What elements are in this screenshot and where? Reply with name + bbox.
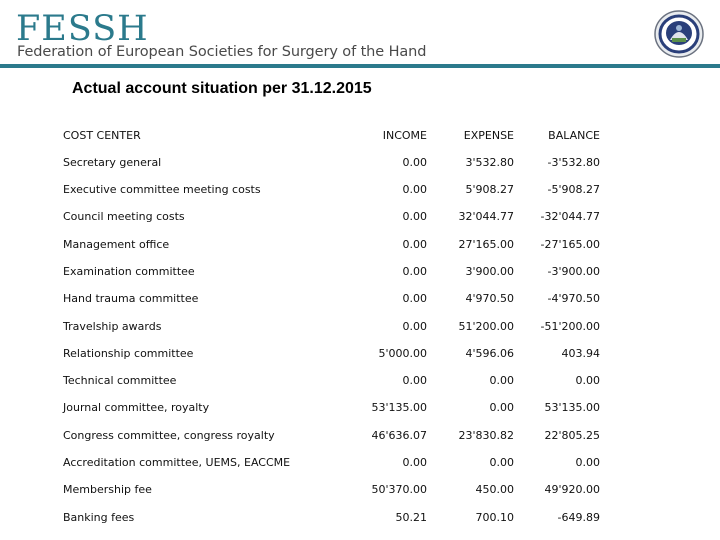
expense-cell: 4'596.06 — [465, 347, 514, 360]
cost-center-cell: Congress committee, congress royalty — [63, 429, 275, 442]
income-cell: 53'135.00 — [371, 401, 427, 414]
table-row — [0, 206, 720, 228]
balance-cell: -51'200.00 — [540, 320, 600, 333]
balance-cell: -32'044.77 — [540, 210, 600, 223]
income-cell: 0.00 — [402, 238, 427, 251]
income-cell: 5'000.00 — [378, 347, 427, 360]
balance-cell: -3'532.80 — [547, 156, 600, 169]
table-row — [0, 452, 720, 474]
cost-center-cell: Banking fees — [63, 511, 135, 524]
income-cell: 0.00 — [402, 183, 427, 196]
header-rule — [0, 64, 720, 68]
expense-cell: 23'830.82 — [458, 429, 514, 442]
expense-cell: 4'970.50 — [465, 292, 514, 305]
balance-cell: 0.00 — [575, 456, 600, 469]
balance-cell: -649.89 — [557, 511, 600, 524]
table-row — [0, 288, 720, 310]
cost-center-cell: Membership fee — [63, 483, 152, 496]
expense-cell: 0.00 — [489, 374, 514, 387]
cost-center-cell: Journal committee, royalty — [63, 401, 210, 414]
income-cell: 50.21 — [395, 511, 427, 524]
fessh-logo: FESSH — [16, 9, 149, 49]
expense-cell: 5'908.27 — [465, 183, 514, 196]
table-row — [0, 507, 720, 529]
cost-center-cell: Technical committee — [63, 374, 177, 387]
slide-header — [0, 0, 720, 68]
income-cell: 50'370.00 — [371, 483, 427, 496]
cost-center-cell: Examination committee — [63, 265, 195, 278]
balance-cell: 22'805.25 — [544, 429, 600, 442]
expense-cell: 450.00 — [475, 483, 514, 496]
column-header-cost-center: COST CENTER — [63, 129, 141, 142]
balance-cell: -27'165.00 — [540, 238, 600, 251]
balance-cell: 0.00 — [575, 374, 600, 387]
income-cell: 46'636.07 — [371, 429, 427, 442]
expense-cell: 3'900.00 — [465, 265, 514, 278]
column-header-expense: EXPENSE — [463, 129, 514, 142]
expense-cell: 700.10 — [475, 511, 514, 524]
column-header-balance: BALANCE — [548, 129, 600, 142]
cost-center-cell: Hand trauma committee — [63, 292, 199, 305]
balance-cell: -5'908.27 — [547, 183, 600, 196]
table-row — [0, 370, 720, 392]
expense-cell: 3'532.80 — [465, 156, 514, 169]
balance-cell: 53'135.00 — [544, 401, 600, 414]
table-header-row — [0, 125, 720, 147]
table-row — [0, 343, 720, 365]
cost-center-cell: Travelship awards — [63, 320, 162, 333]
expense-cell: 32'044.77 — [458, 210, 514, 223]
table-row — [0, 179, 720, 201]
cost-center-cell: Council meeting costs — [63, 210, 185, 223]
table-row — [0, 397, 720, 419]
table-row — [0, 152, 720, 174]
income-cell: 0.00 — [402, 374, 427, 387]
cost-center-cell: Accreditation committee, UEMS, EACCME — [63, 456, 291, 469]
column-header-income: INCOME — [382, 129, 427, 142]
balance-cell: 403.94 — [561, 347, 600, 360]
income-cell: 0.00 — [402, 210, 427, 223]
expense-cell: 51'200.00 — [458, 320, 514, 333]
fessh-subtitle: Federation of European Societies for Surgery of the Hand — [17, 44, 427, 60]
cost-center-cell: Secretary general — [63, 156, 162, 169]
balance-cell: -4'970.50 — [547, 292, 600, 305]
expense-cell: 0.00 — [489, 456, 514, 469]
expense-cell: 0.00 — [489, 401, 514, 414]
income-cell: 0.00 — [402, 156, 427, 169]
fessh-emblem-icon — [654, 10, 704, 58]
balance-cell: 49'920.00 — [544, 483, 600, 496]
income-cell: 0.00 — [402, 292, 427, 305]
table-row — [0, 425, 720, 447]
page-title: Actual account situation per 31.12.2015 — [72, 80, 372, 97]
cost-center-cell: Management office — [63, 238, 170, 251]
income-cell: 0.00 — [402, 320, 427, 333]
income-cell: 0.00 — [402, 265, 427, 278]
table-row — [0, 316, 720, 338]
table-row — [0, 261, 720, 283]
income-cell: 0.00 — [402, 456, 427, 469]
cost-center-cell: Executive committee meeting costs — [63, 183, 261, 196]
balance-cell: -3'900.00 — [547, 265, 600, 278]
table-row — [0, 479, 720, 501]
table-row — [0, 234, 720, 256]
expense-cell: 27'165.00 — [458, 238, 514, 251]
cost-center-cell: Relationship committee — [63, 347, 194, 360]
